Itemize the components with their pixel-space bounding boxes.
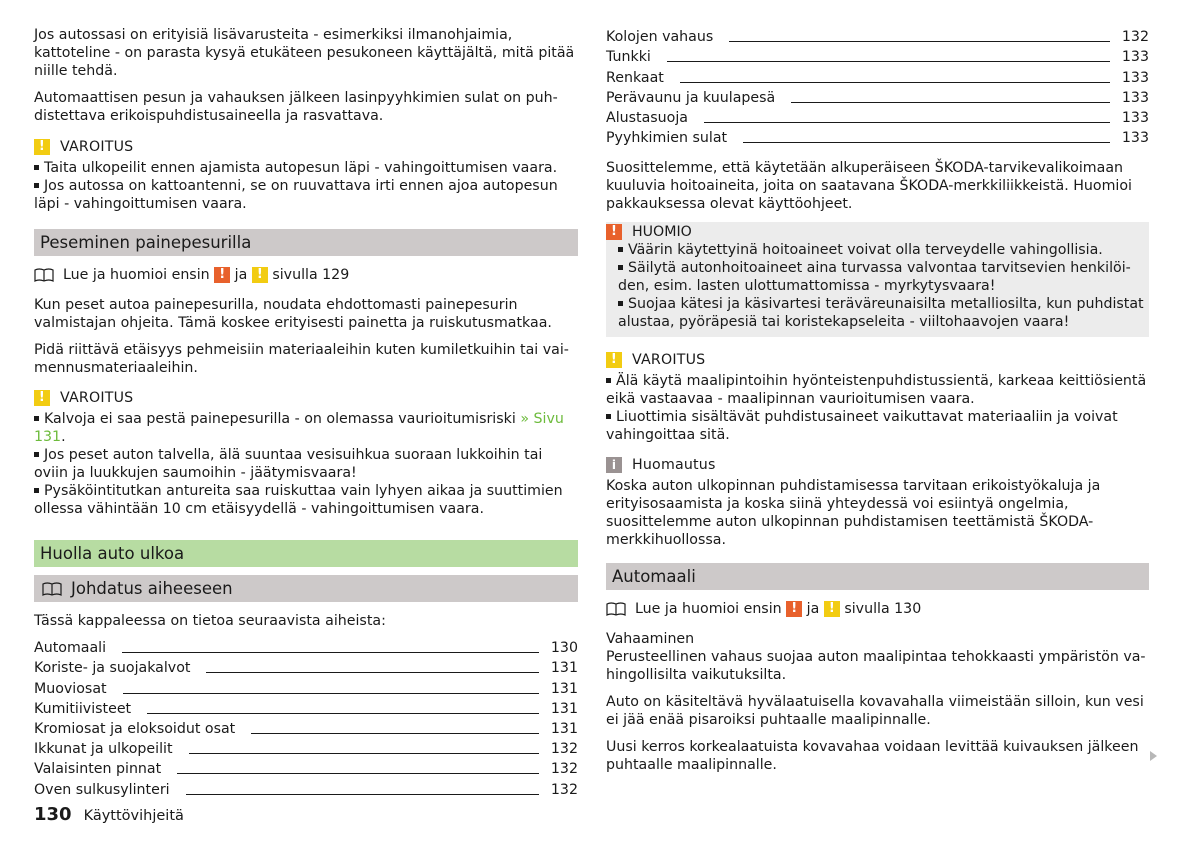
book-icon [34,268,54,282]
toc-label: Kumitiivisteet [34,700,132,717]
toc-label: Kromiosat ja eloksoidut osat [34,720,236,737]
warning-title: VAROITUS [632,352,706,369]
bullet-icon [606,378,611,383]
toc-label: Oven sulkusylinteri [34,781,170,798]
bullet-icon [618,247,623,252]
toc-row[interactable] [34,657,578,677]
toc-label: Perävaunu ja kuulapesä [606,89,776,106]
toc-leader [122,652,539,653]
toc-leader [667,61,1110,62]
toc-row[interactable] [606,66,1149,86]
toc-label: Kolojen vahaus [606,29,714,46]
caution-icon: ! [606,224,622,240]
toc-leader [791,102,1110,103]
paragraph-pressure-instructions [34,296,578,332]
text-part: ja [407,315,430,331]
caution-icon[interactable]: ! [786,601,802,617]
warning-heading [606,351,1149,369]
caution-title: HUOMIO [632,224,692,241]
toc-row[interactable] [34,637,578,657]
warning-item [606,408,1149,444]
section-heading-paint [606,563,1149,590]
toc-row[interactable] [34,698,578,718]
caution-item-text: Suojaa kätesi ja käsivartesi teräväreunaisilta metalliosilta, kun puhdistat alustaa, pyöräpesiä tai koristekapseleita - viiltohaavojen vaara! [618,296,1144,331]
text-bold-spray-distance: ruiskutusmatkaa [429,315,548,331]
text-part: . [61,429,66,445]
book-icon [42,582,62,596]
chapter-title: Käyttövihjeitä [83,808,184,824]
paragraph-hard-wax: Auto on käsiteltävä hyvälaatuisella kovavahalla viimeistään silloin, kun vesi ei jää enää pisaroiksi puhtaalle maalipinnalle. [606,694,1144,729]
toc-row[interactable] [34,778,578,798]
bullet-icon [34,183,39,188]
read-first-page[interactable]: sivulla 130 [844,601,922,618]
warning-item [606,372,1149,408]
bullet-icon [34,488,39,493]
bullet-icon [34,165,39,170]
read-first-page[interactable]: sivulla 129 [272,267,350,283]
toc-page: 131 [550,680,578,697]
read-first-and: ja [234,267,248,283]
note-heading [606,456,1149,474]
warning-heading [34,138,578,156]
toc-label: Automaali [34,640,107,657]
toc-page: 132 [550,761,578,778]
toc-leader [147,713,539,714]
note-title: Huomautus [632,457,716,474]
warning-item [34,177,578,213]
warning-icon[interactable]: ! [824,601,840,617]
toc-label: Valaisinten pinnat [34,761,162,778]
bullet-icon [618,301,623,306]
toc-leader [251,733,539,734]
toc-leader [704,122,1110,123]
toc-intro: Tässä kappaleessa on tietoa seuraavista aiheista: [34,613,386,629]
paragraph-new-layer: Uusi kerros korkealaatuista kovavahaa voidaan levittää kuivauksen jälkeen puhtaalle maalipinnalle. [606,739,1139,774]
toc-label: Muoviosat [34,680,107,697]
toc-page: 130 [550,640,578,657]
warning-heading [34,389,578,407]
warning-item [34,410,578,446]
toc-list [606,26,1149,147]
toc-leader [743,142,1110,143]
read-first-text: Lue ja huomioi ensin [635,601,782,618]
toc-leader [186,794,539,795]
toc-row[interactable] [34,738,578,758]
toc-row[interactable] [34,718,578,738]
warning-item-text: Kalvoja ei saa pestä painepesurilla - on olemassa vaurioitumisriski [44,411,521,427]
toc-row[interactable] [606,26,1149,46]
page-link[interactable]: » Sivu 131 [34,411,564,445]
section-title: Johdatus aiheeseen [71,578,233,598]
bullet-icon [34,416,39,421]
caution-item [606,295,1149,331]
page-footer [34,806,184,825]
section-title: Automaali [612,567,696,587]
toc-page: 133 [1121,109,1149,126]
next-page-arrow-icon[interactable] [1150,751,1157,761]
warning-title: VAROITUS [60,390,134,406]
section-title: Peseminen painepesurilla [40,233,252,252]
caution-item-text: Säilytä autonhoitoaineet aina turvassa valvontaa tarvitsevien henkilöiden, esim. lasten ulottumattomissa - myrkytysvaara! [618,260,1131,295]
read-first-line [606,600,1149,618]
caution-item [606,259,1149,295]
section-heading-pressure-washer [34,229,578,256]
note-text: Koska auton ulkopinnan puhdistamisessa tarvitaan erikoistyökaluja ja erityisosaamista ja koska siinä yhteydessä voi esiintyä ongelmia, suosittelemme auton ulkopinnan puhdistamisen teettämistä ŠKODA-merkkihuollossa. [606,478,1101,549]
warning-item-text: Liuottimia sisältävät puhdistusaineet vaikuttavat materiaaliin ja voivat vahingoittaa sitä. [606,409,1118,444]
warning-item-text: Pysäköintitutkan antureita saa ruiskuttaa vain lyhyen aikaa ja suuttimien ollessa vähintään 10 cm etäisyydellä - vahingoittumisen vaara. [34,483,563,517]
toc-leader [729,41,1110,42]
warning-title: VAROITUS [60,139,134,155]
text-part: Kun peset autoa painepesurilla, noudata ehdottomasti painepesurin valmistajan ohjeita. Tämä koskee erityisesti [34,297,518,331]
caution-box [606,222,1149,337]
toc-leader [177,773,539,774]
paragraph-wiper-blades: Automaattisen pesun ja vahauksen jälkeen lasinpyyhkimien sulat on puhdistettava erikoispuhdistusaineella ja rasvattava. [34,90,558,124]
toc-label: Renkaat [606,69,664,86]
toc-page: 132 [1121,29,1149,46]
warning-icon: ! [34,390,50,406]
read-first-and: ja [806,601,820,618]
left-column [34,26,578,799]
text-bold-pressure: painetta [348,315,408,331]
info-icon: i [606,457,622,473]
toc-page: 132 [550,781,578,798]
toc-page: 132 [550,741,578,758]
section-title: Huolla auto ulkoa [40,544,185,563]
paragraph-distance: Pidä riittävä etäisyys pehmeisiin materiaaleihin kuten kumiletkuihin tai vaimennusmateriaaleihin. [34,342,569,376]
toc-row[interactable] [606,107,1149,127]
warning-item-text: Älä käytä maalipintoihin hyönteistenpuhdistussientä, karkeaa keittiösientä eikä vastaavaa - maalipinnan vaurioitumisen vaara. [606,373,1147,408]
warning-item [34,159,578,177]
toc-label: Koriste- ja suojakalvot [34,660,191,677]
subheading-waxing: Vahaaminen [606,631,695,648]
paragraph-waxing: Perusteellinen vahaus suojaa auton maalipintaa tehokkaasti ympäristön vahingollisilta vaikutuksilta. [606,649,1146,684]
toc-page: 133 [1121,49,1149,66]
warning-item-text: Jos peset auton talvella, älä suuntaa vesisuihkua suoraan lukkoihin tai oviin ja luukkujen saumoihin - jäätymisvaara! [34,447,543,481]
toc-label: Tunkki [606,49,651,66]
toc-leader [206,672,538,673]
warning-item-text: Taita ulkopeilit ennen ajamista autopesun läpi - vahingoittumisen vaara. [44,160,558,176]
page-number: 130 [34,804,72,825]
toc-page: 131 [550,700,578,717]
toc-label: Pyyhkimien sulat [606,130,728,147]
warning-icon[interactable]: ! [252,267,268,283]
toc-leader [189,753,539,754]
toc-row[interactable] [606,87,1149,107]
caution-item [606,241,1149,259]
toc-label: Ikkunat ja ulkopeilit [34,741,173,758]
caution-icon[interactable]: ! [214,267,230,283]
toc-leader [123,693,539,694]
warning-item [34,446,578,482]
bullet-icon [34,452,39,457]
toc-label: Alustasuoja [606,109,688,126]
warning-icon: ! [606,352,622,368]
toc-row[interactable] [34,677,578,697]
read-first-line [34,266,578,284]
toc-list [34,637,578,799]
warning-icon: ! [34,139,50,155]
toc-page: 131 [550,720,578,737]
warning-item [34,482,578,518]
toc-page: 133 [1121,89,1149,106]
bullet-icon [618,265,623,270]
toc-row[interactable] [606,46,1149,66]
read-first-text: Lue ja huomioi ensin [63,267,210,283]
paragraph-skoda-products: Suosittelemme, että käytetään alkuperäiseen ŠKODA-tarvikevalikoimaan kuuluvia hoitoaineita, joita on saatavana ŠKODA-merkkiliikkeistä. Huomioi pakkauksessa olevat käyttöohjeet. [606,160,1132,213]
section-heading-exterior-care [34,540,578,567]
right-column [606,26,1149,783]
toc-page: 133 [1121,130,1149,147]
paragraph-accessories: Jos autossasi on erityisiä lisävarusteita - esimerkiksi ilmanohjaimia, kattoteline - on parasta kysyä etukäteen pesukoneen käyttäjältä, mitä pitää niille tehdä. [34,27,575,79]
section-heading-introduction [34,575,578,602]
caution-heading [606,222,1149,241]
warning-item-text: Jos autossa on kattoantenni, se on ruuvattava irti ennen ajoa autopesun läpi - vahingoittumisen vaara. [34,178,558,212]
toc-page: 133 [1121,69,1149,86]
caution-item-text: Väärin käytettyinä hoitoaineet voivat olla terveydelle vahingollisia. [628,242,1103,259]
toc-row[interactable] [606,127,1149,147]
text-part: . [547,315,552,331]
toc-page: 131 [550,660,578,677]
book-icon [606,602,626,616]
bullet-icon [606,414,611,419]
toc-row[interactable] [34,758,578,778]
toc-leader [680,82,1110,83]
